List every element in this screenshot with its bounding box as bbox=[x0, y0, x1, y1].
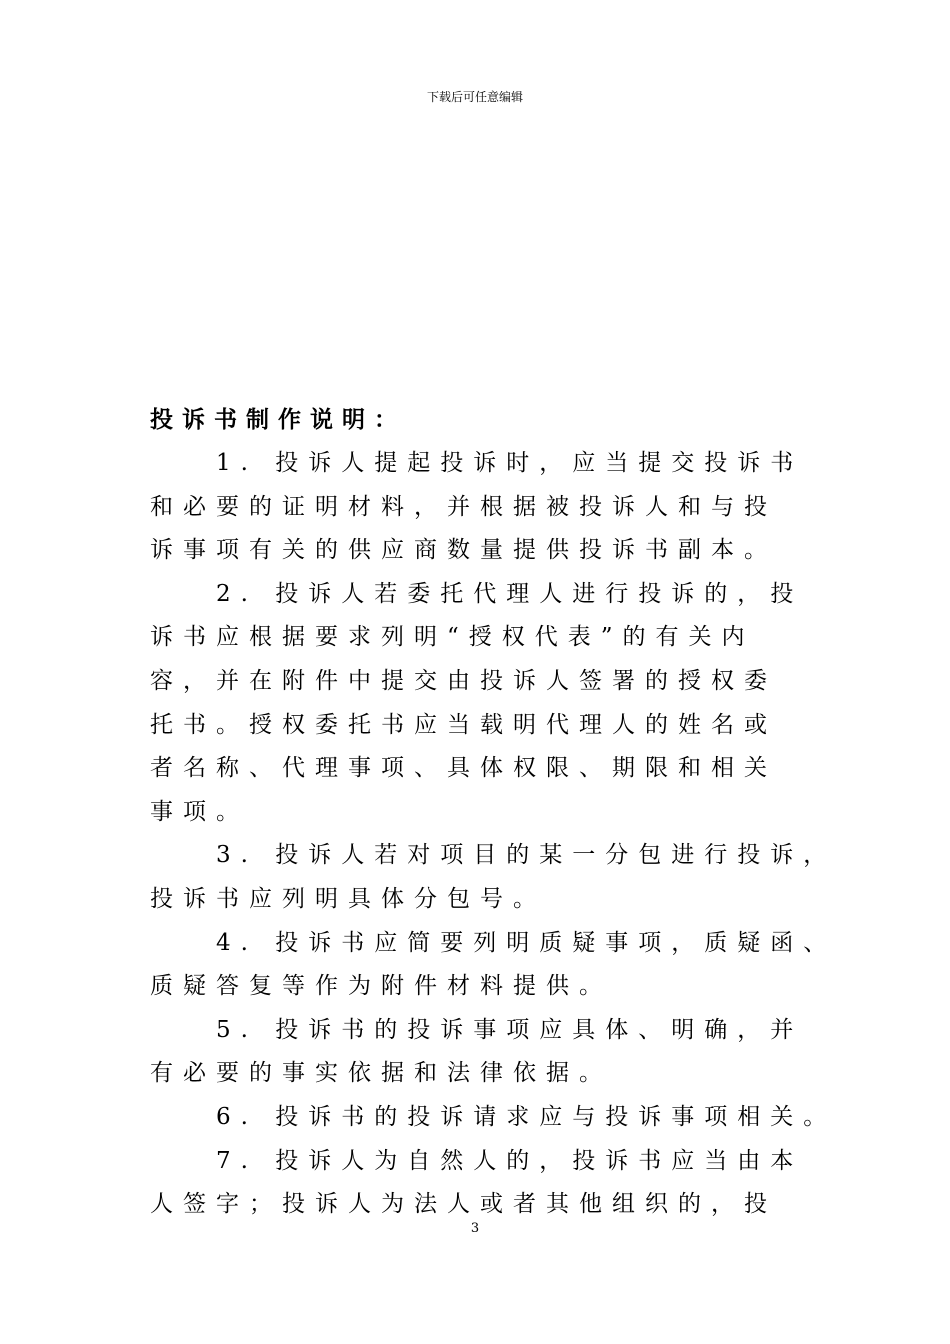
instruction-line: 和必要的证明材料，并根据被投诉人和与投 bbox=[150, 493, 777, 520]
instruction-item-start: 3. 投诉人若对项目的某一分包进行投诉， bbox=[216, 842, 837, 869]
instruction-line: 有必要的事实依据和法律依据。 bbox=[150, 1060, 612, 1087]
instruction-item-start: 1. 投诉人提起投诉时，应当提交投诉书 bbox=[216, 450, 804, 476]
instruction-item-start: 6. 投诉书的投诉请求应与投诉事项相关。 bbox=[216, 1103, 837, 1130]
page-number: 3 bbox=[470, 1221, 480, 1236]
instruction-line: 容，并在附件中提交由投诉人签署的授权委 bbox=[150, 667, 777, 694]
instruction-line: 者名称、代理事项、具体权限、期限和相关 bbox=[150, 755, 777, 782]
document-body bbox=[150, 398, 837, 1227]
instruction-line: 诉书应根据要求列明“授权代表”的有关内 bbox=[150, 624, 755, 651]
instruction-item-start: 4. 投诉书应简要列明质疑事项，质疑函、 bbox=[216, 929, 837, 956]
instruction-line: 质疑答复等作为附件材料提供。 bbox=[150, 973, 612, 1000]
instruction-line: 事项。 bbox=[150, 798, 249, 825]
instruction-line: 诉事项有关的供应商数量提供投诉书副本。 bbox=[150, 537, 777, 564]
section-title: 投诉书制作说明： bbox=[150, 407, 406, 433]
instruction-list bbox=[150, 442, 837, 1227]
page-header-note: 下载后可任意编辑 bbox=[426, 90, 523, 104]
instruction-line: 投诉书应列明具体分包号。 bbox=[150, 885, 546, 912]
instruction-item-start: 5. 投诉书的投诉事项应具体、明确，并 bbox=[216, 1016, 804, 1043]
instruction-item-start: 7. 投诉人为自然人的，投诉书应当由本 bbox=[216, 1147, 804, 1174]
instruction-line: 托书。授权委托书应当载明代理人的姓名或 bbox=[150, 711, 777, 738]
instruction-line: 人签字；投诉人为法人或者其他组织的，投 bbox=[150, 1191, 777, 1218]
instruction-item-start: 2. 投诉人若委托代理人进行投诉的，投 bbox=[216, 580, 804, 607]
